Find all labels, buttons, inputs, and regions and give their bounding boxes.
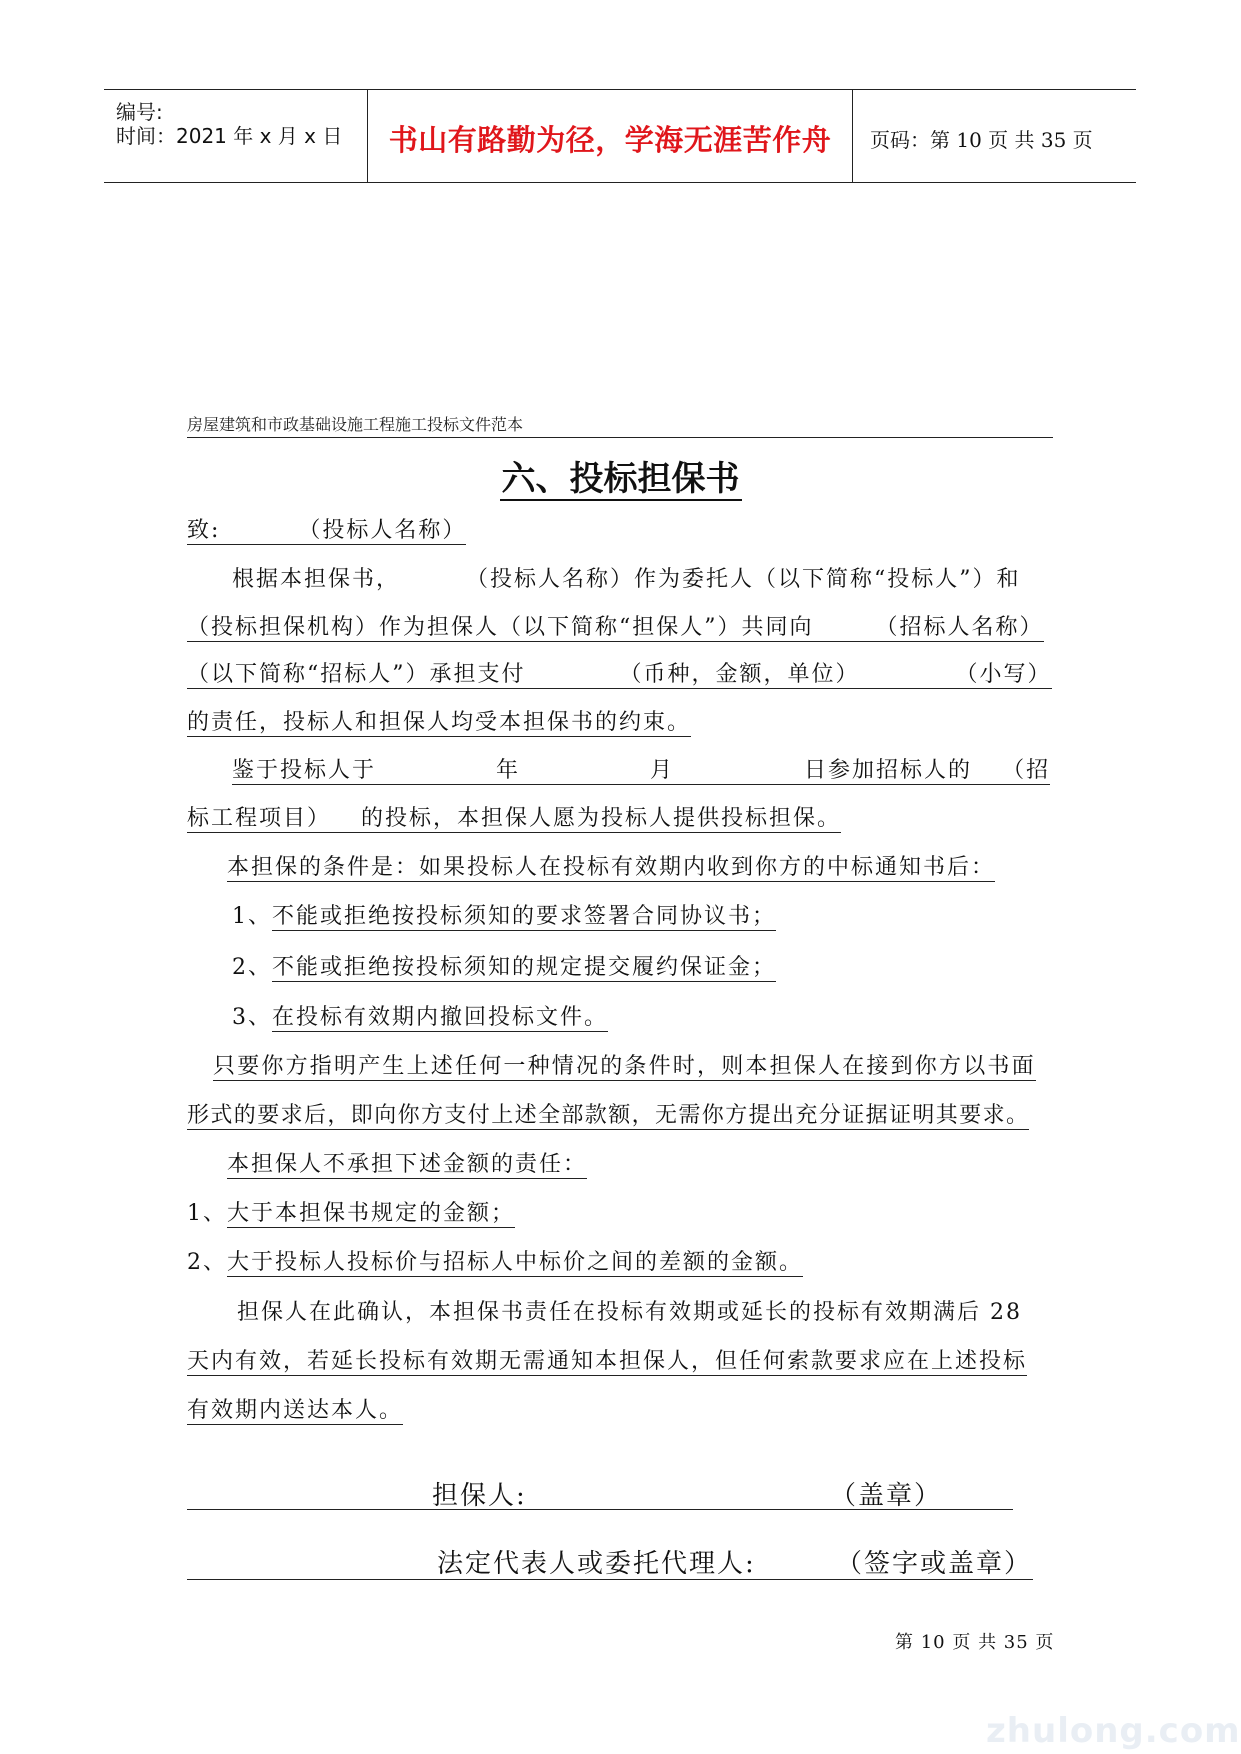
guarantor-note: （盖章） (830, 1481, 943, 1511)
p2-line-1 (232, 753, 1050, 784)
number-label: 编号: (116, 100, 163, 124)
title-text: 六、投标担保书 (501, 459, 740, 499)
p1-line-2 (187, 610, 1044, 641)
watermark: zhulong.com (986, 1711, 1241, 1751)
p1-l1a: 根据本担保书， (232, 567, 401, 592)
representative-signature-line (187, 1579, 1033, 1580)
header-left-cell (104, 90, 366, 182)
condition-item-1: 1、不能或拒绝按投标须知的要求签署合同协议书； (232, 904, 777, 929)
page-header (104, 89, 1136, 183)
condition-item-3: 3、在投标有效期内撤回投标文件。 (232, 1005, 609, 1030)
p2-line-2 (187, 801, 841, 832)
addressee-prefix: 致: （投标人名称） (187, 518, 467, 543)
p1-line-4 (187, 705, 691, 736)
conditions-intro: 本担保的条件是：如果投标人在投标有效期内收到你方的中标通知书后： (227, 855, 996, 880)
p4-line-3: 有效期内送达本人。 (187, 1398, 404, 1423)
p2-line-1-underline: 鉴于投标人于 年 月 日参加招标人的 （招 (232, 758, 1051, 783)
header-right-cell (854, 90, 1136, 182)
page-label: 页码：第 10 页 共 35 页 (870, 128, 1093, 152)
addressee-line (187, 513, 466, 544)
p1-l1b: （投标人名称）作为委托人（以下简称“投标人”）和 (466, 567, 1021, 592)
header-center-cell (367, 90, 853, 182)
representative-label: 法定代表人或委托代理人: (437, 1549, 756, 1579)
page-title (0, 451, 1241, 500)
p3-line-1: 只要你方指明产生上述任何一种情况的条件时，则本担保人在接到你方以书面 (213, 1054, 1036, 1079)
p1-line-3-underline: （以下简称“招标人”）承担支付 （币种，金额，单位） （小写） (187, 662, 1052, 687)
p4-line-1: 担保人在此确认，本担保书责任在投标有效期或延长的投标有效期满后 28 (237, 1300, 1022, 1325)
p2-line-2-underline: 标工程项目） 的投标，本担保人愿为投标人提供投标担保。 (187, 806, 842, 831)
exclusions-intro: 本担保人不承担下述金额的责任： (227, 1152, 588, 1177)
p1-line-2-underline: （投标担保机构）作为担保人（以下简称“担保人”）共同向 （招标人名称） (187, 615, 1044, 640)
guarantor-signature-line (187, 1509, 1013, 1510)
motto: 书山有路勤为径，学海无涯苦作舟 (388, 123, 832, 157)
condition-item-2: 2、不能或拒绝按投标须知的规定提交履约保证金； (232, 955, 777, 980)
exclusion-item-2: 2、大于投标人投标价与招标人中标价之间的差额的金额。 (187, 1250, 804, 1275)
p1-line-1 (232, 562, 1021, 593)
p3-line-2: 形式的要求后，即向你方支付上述全部款额，无需你方提出充分证据证明其要求。 (187, 1103, 1030, 1128)
guarantor-label: 担保人: (432, 1481, 527, 1511)
exclusion-item-1: 1、大于本担保书规定的金额； (187, 1201, 516, 1226)
representative-note: （签字或盖章） (836, 1549, 1033, 1579)
p1-l4: 的责任，投标人和担保人均受本担保书的约束。 (187, 710, 692, 735)
time-label: 时间：2021 年 x 月 x 日 (116, 124, 343, 148)
p4-line-2: 天内有效，若延长投标有效期无需通知本担保人，但任何索款要求应在上述投标 (187, 1349, 1028, 1374)
page-footer: 第 10 页 共 35 页 (895, 1632, 1055, 1653)
document-header: 房屋建筑和市政基础设施工程施工投标文件范本 (187, 412, 1053, 438)
addressee-name: （投标人名称） (298, 518, 467, 543)
p1-line-3 (187, 657, 1052, 688)
